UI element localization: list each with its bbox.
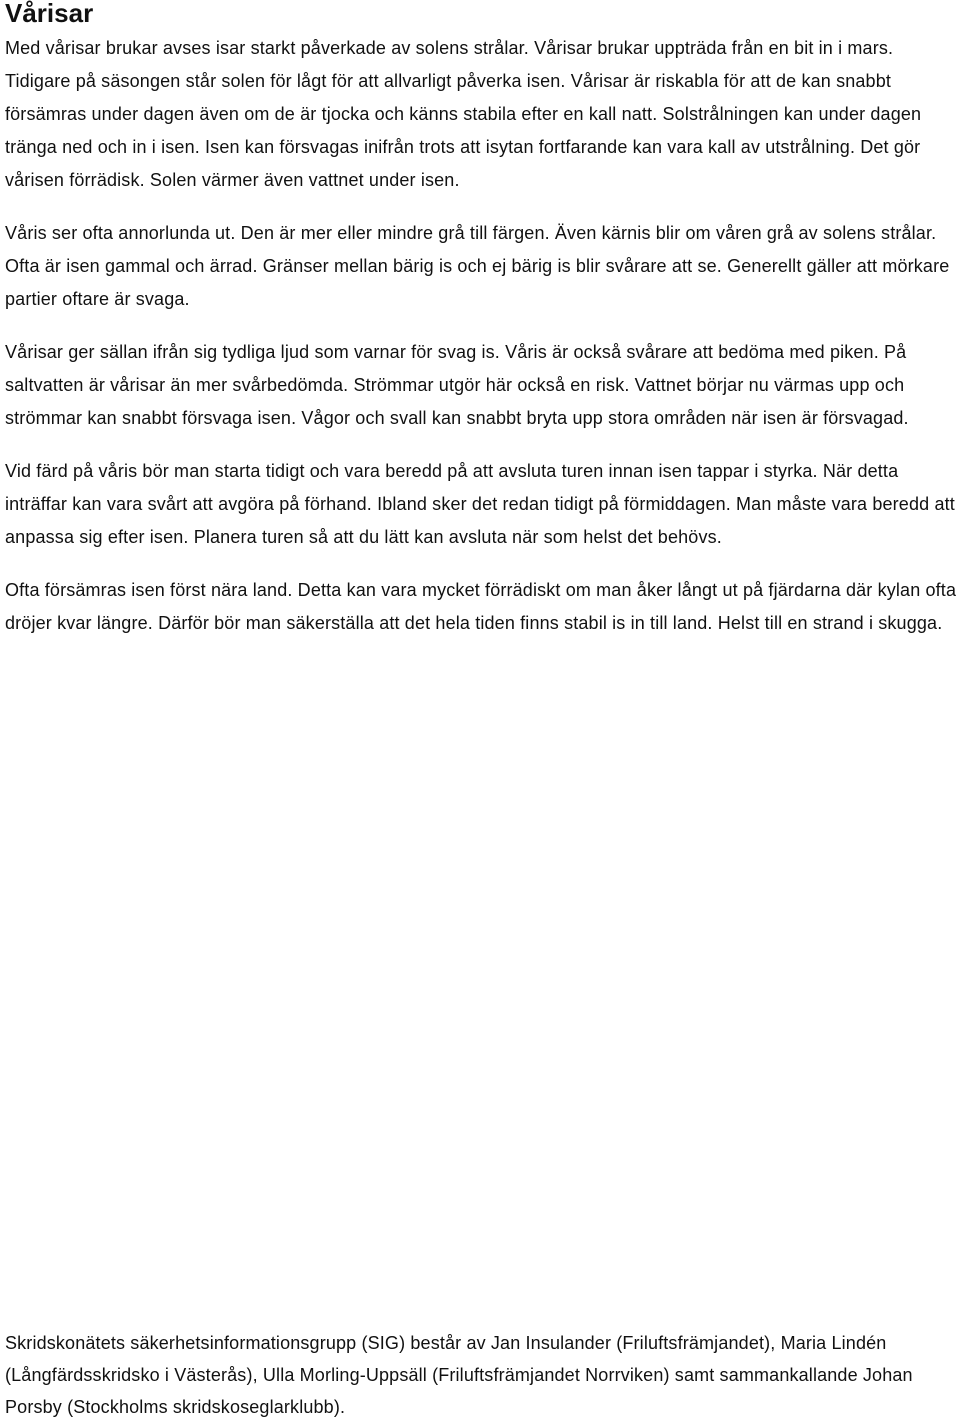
paragraph-sounds: Vårisar ger sällan ifrån sig tydliga ljud som varnar för svag is. Våris är också svårare att bedöma med piken. På saltvatten är vårisar än mer svårbedömda. Strömmar utgör här också en risk. Vattnet börjar nu värmas upp och strömmar kan snabbt försvaga isen. Vågor och svall kan snabbt bryta upp stora områden när isen är försvagad. <box>5 342 909 428</box>
footer-credits: Skridskonätets säkerhetsinformationsgrupp (SIG) består av Jan Insulander (Friluftsfrämjandet), Maria Lindén (Långfärdsskridsko i Västerås), Ulla Morling-Uppsäll (Friluftsfrämjandet Norrviken) samt sammankallande Johan Porsby (Stockholms skridskoseglarklubb). <box>5 1333 913 1417</box>
document-body <box>5 32 957 660</box>
paragraph-near-land: Ofta försämras isen först nära land. Detta kan vara mycket förrädiskt om man åker långt ut på fjärdarna där kylan ofta dröjer kvar längre. Därför bör man säkerställa att det hela tiden finns stabil is in till land. Helst till en strand i skugga. <box>5 580 957 633</box>
document-title: Vårisar <box>5 0 94 28</box>
paragraph-intro: Med vårisar brukar avses isar starkt påverkade av solens strålar. Vårisar brukar uppträda från en bit in i mars. Tidigare på säsongen står solen för lågt för att allvarligt påverka isen. Vårisar är riskabla för att de kan snabbt försämras under dagen även om de är tjocka och känns stabila efter en kall natt. Solstrålningen kan under dagen tränga ned och in i isen. Isen kan försvagas inifrån trots att isytan fortfarande kan vara kall av utstrålning. Det gör vårisen förrädisk. Solen värmer även vattnet under isen. <box>5 38 922 190</box>
paragraph-planning: Vid färd på våris bör man starta tidigt och vara beredd på att avsluta turen innan isen tappar i styrka. När detta inträffar kan vara svårt att avgöra på förhand. Ibland sker det redan tidigt på förmiddagen. Man måste vara beredd att anpassa sig efter isen. Planera turen så att du lätt kan avsluta när som helst det behövs. <box>5 461 955 547</box>
paragraph-appearance: Våris ser ofta annorlunda ut. Den är mer eller mindre grå till färgen. Även kärnis blir om våren grå av solens strålar. Ofta är isen gammal och ärrad. Gränser mellan bärig is och ej bärig is blir svårare att se. Generellt gäller att mörkare partier oftare är svaga. <box>5 223 950 309</box>
